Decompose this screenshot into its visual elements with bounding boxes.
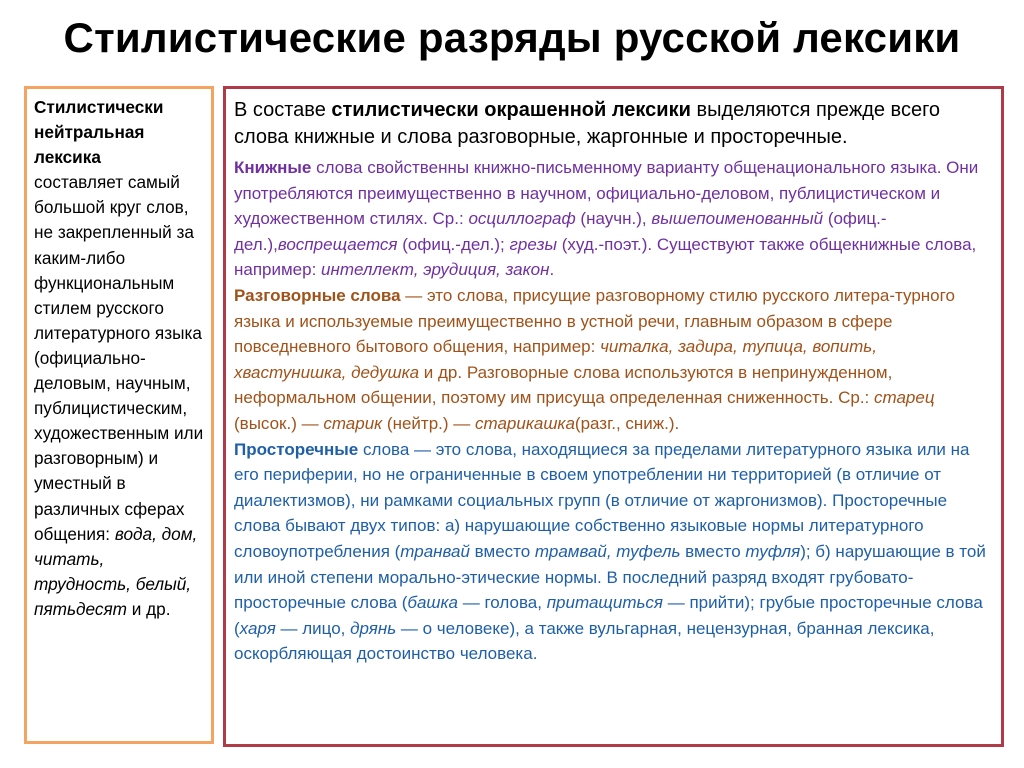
colloquial-keyword: Разговорные слова: [234, 285, 401, 305]
bookish-paragraph: [234, 155, 991, 283]
colloquial-example: читалка, задира, тупица, вопить, хвастунишка, дедушка: [234, 337, 877, 382]
bookish-text: (худ.-поэт.). Существуют также общекнижные слова, например:: [234, 234, 977, 280]
vernacular-example: харя: [239, 618, 276, 638]
neutral-examples: вода, дом, читать, трудность, белый, пятьдесят: [34, 523, 198, 619]
bookish-example: осциллограф: [468, 209, 576, 229]
vernacular-example: башка: [407, 593, 459, 613]
neutral-heading: Стилистически нейтральная лексика: [34, 97, 164, 168]
neutral-text: составляет самый большой круг слов, не закрепленный за каким-либо функциональным стилем русского литературного языка (официально-деловым, научным, публицистическим, художественным или разговорным) и уместный в различных сферах общения:: [34, 172, 204, 544]
slide-title: Стилистические разряды русской лексики: [63, 14, 961, 61]
bookish-keyword: Книжные: [234, 158, 312, 177]
colloquial-example: старик: [323, 413, 383, 433]
vernacular-example: туфля: [745, 541, 801, 561]
vernacular-example: притащиться: [546, 593, 663, 613]
vernacular-text: — о человеке), а также вульгарная, нецензурная, бранная лексика, оскорбляющая достоинство человека.: [234, 618, 935, 664]
intro-text-2: выделяются прежде всего слова книжные и слова разговорные, жаргонные и просторечные.: [234, 99, 941, 148]
vernacular-text: вместо: [469, 541, 535, 561]
colloquial-example: старец: [874, 388, 935, 408]
bookish-text: слова свойственны книжно-письменному варианту общенационального языка. Они употребляются преимущественно в научном, официально-деловом, публицистическом и художественном стилях. Ср.:: [234, 158, 979, 229]
bookish-example: вышепоименованный: [651, 209, 824, 229]
colloquial-text: — это слова, присущие разговорному стилю русского литера-турного языка и используемые преимущественно в устной речи, главным образом в сфере повседневного бытового общения, например:: [234, 285, 955, 357]
bookish-text: (научн.),: [575, 209, 652, 229]
colloquial-text: и др. Разговорные слова используются в непринужденном, неформальном общении, поэтому им присуща определенная сниженность. Ср.:: [234, 362, 893, 408]
vernacular-text: — прийти); грубые просторечные слова (: [234, 593, 983, 638]
colloquial-text: (нейтр.) —: [382, 413, 475, 433]
vernacular-text: — лицо,: [275, 618, 351, 638]
vernacular-paragraph: [234, 437, 991, 667]
bookish-example: воспрещается: [277, 234, 398, 254]
vernacular-text: вместо: [680, 541, 746, 561]
vernacular-text: — голова,: [458, 593, 547, 613]
vernacular-text: ); б) нарушающие в той или иной степени морально-этические нормы. В последний разряд входят грубовато-просторечные слова (: [234, 541, 986, 613]
bookish-example: грезы: [509, 234, 558, 254]
vernacular-example: трамвай, туфель: [534, 541, 681, 561]
bookish-text: .: [549, 260, 555, 280]
intro-text-1: В составе: [234, 99, 332, 121]
intro-paragraph: [234, 97, 991, 151]
vernacular-text: слова — это слова, находящиеся за пределами литературного языка или на его периферии, но не ограниченные в своем употреблении ни территорией (в отличие от диалектизмов), ни рамками социальных групп (в отличие от жаргонизмов). Просторечные слова бывают двух типов: а) нарушающие собственно языковые нормы литературного словоупотребления (: [234, 439, 970, 561]
bookish-text: (офиц.-дел.),: [234, 209, 887, 254]
intro-bold: стилистически окрашенной лексики: [331, 99, 691, 121]
vernacular-example: транвай: [400, 541, 470, 561]
neutral-tail: и др.: [126, 598, 171, 619]
bookish-text: (офиц.-дел.);: [397, 234, 510, 254]
colored-lexicon-box: [223, 86, 1004, 747]
vernacular-keyword: Просторечные: [234, 439, 359, 459]
colloquial-text: (высок.) —: [234, 413, 324, 433]
neutral-lexicon-box: [24, 86, 214, 744]
bookish-example: интеллект, эрудиция, закон: [321, 260, 550, 280]
colloquial-text: (разг., сниж.).: [574, 413, 680, 433]
colloquial-paragraph: [234, 283, 991, 437]
vernacular-example: дрянь: [350, 618, 397, 638]
colloquial-example: старикашка: [475, 413, 575, 433]
